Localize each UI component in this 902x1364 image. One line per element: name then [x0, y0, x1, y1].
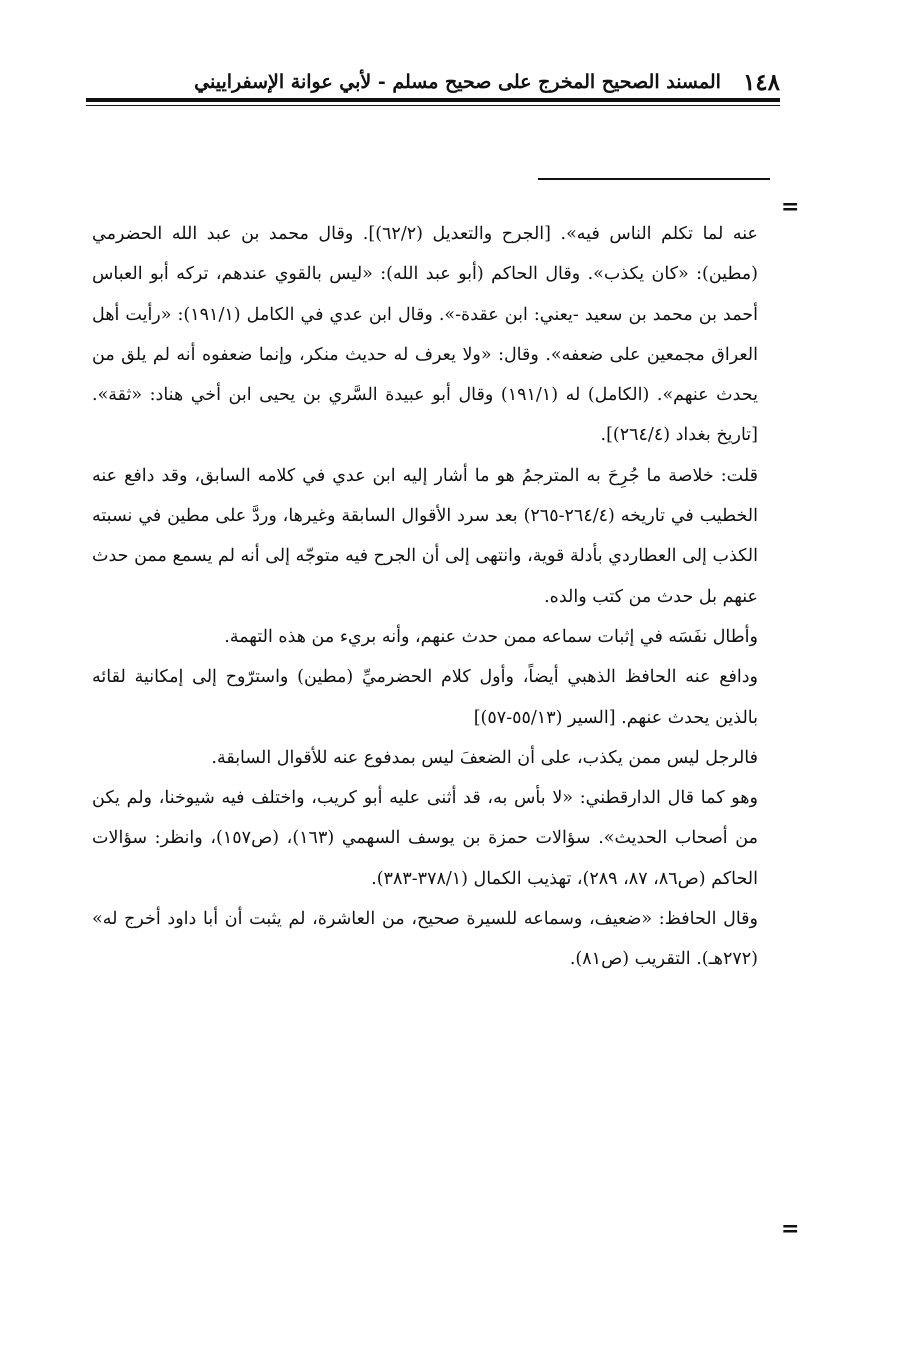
header-rule-thin [86, 105, 780, 106]
continuation-mark-bottom: = [781, 1216, 800, 1242]
footnote-paragraph: عنه لما تكلم الناس فيه». [الجرح والتعديل (٦٢/٢)]. وقال محمد بن عبد الله الحضرمي (مطين): «كان يكذب». وقال الحاكم (أبو عبد الله): «ليس بالقوي عندهم، تركه أبو العباس أحمد بن محمد بن سعيد -يعني: ابن عقدة-». وقال ابن عدي في الكامل (١٩١/١): «رأيت أهل العراق مجمعين على ضعفه». وقال: «ولا يعرف له حديث منكر، وإنما ضعفوه أنه لم يلق من يحدث عنهم». (الكامل) له (١٩١/١) وقال أبو عبيدة السَّري بن يحيى ابن أخي هناد: «ثقة». [تاريخ بغداد (٢٦٤/٤)]. [92, 224, 758, 446]
footnote-separator-rule [538, 178, 770, 180]
footnote-paragraph: فالرجل ليس ممن يكذب، على أن الضعفَ ليس بمدفوع عنه للأقوال السابقة. [211, 747, 758, 768]
header-rule-thick [86, 98, 780, 102]
footnote-paragraph: وهو كما قال الدارقطني: «لا بأس به، قد أثنى عليه أبو كريب، واختلف فيه شيوخنا، ولم يكن من أصحاب الحديث». سؤالات حمزة بن يوسف السهمي (١٦٣)، (ص١٥٧)، وانظر: سؤالات الحاكم (ص٨٦، ٨٧، ٢٨٩)، تهذيب الكمال (٣٧٨/١-٣٨٣). [92, 788, 758, 889]
running-title: المسند الصحيح المخرج على صحيح مسلم - لأبي عوانة الإسفراييني [194, 71, 721, 93]
footnote-body [92, 214, 758, 980]
footnote-paragraph: وأطال نفَسَه في إثبات سماعه ممن حدث عنهم، وأنه بريء من هذه التهمة. [224, 626, 758, 647]
footnote-paragraph: وقال الحافظ: «ضعيف، وسماعه للسيرة صحيح، من العاشرة، لم يثبت أن أبا داود أخرج له» (٢٧٢هـ). التقريب (ص٨١). [92, 909, 758, 970]
footnote-paragraph: ودافع عنه الحافظ الذهبي أيضاً، وأول كلام الحضرميِّ (مطين) واسترّوح إلى إمكانية لقائه بالذين يحدث عنهم. [السير (٥٥/١٣-٥٧)] [92, 667, 758, 728]
page-number: ١٤٨ [742, 68, 780, 96]
page-header [86, 62, 780, 102]
footnote-paragraph: قلت: خلاصة ما جُرِحَ به المترجمُ هو ما أشار إليه ابن عدي في كلامه السابق، وقد دافع عنه الخطيب في تاريخه (٢٦٤/٤-٢٦٥) بعد سرد الأقوال السابقة وغيرها، وردَّ على مطين في نسبته الكذب إلى العطاردي بأدلة قوية، وانتهى إلى أن الجرح فيه متوجّه إلى أنه لم يسمع ممن حدث عنهم بل حدث من كتب والده. [92, 465, 758, 607]
continuation-mark-top: = [781, 194, 800, 220]
